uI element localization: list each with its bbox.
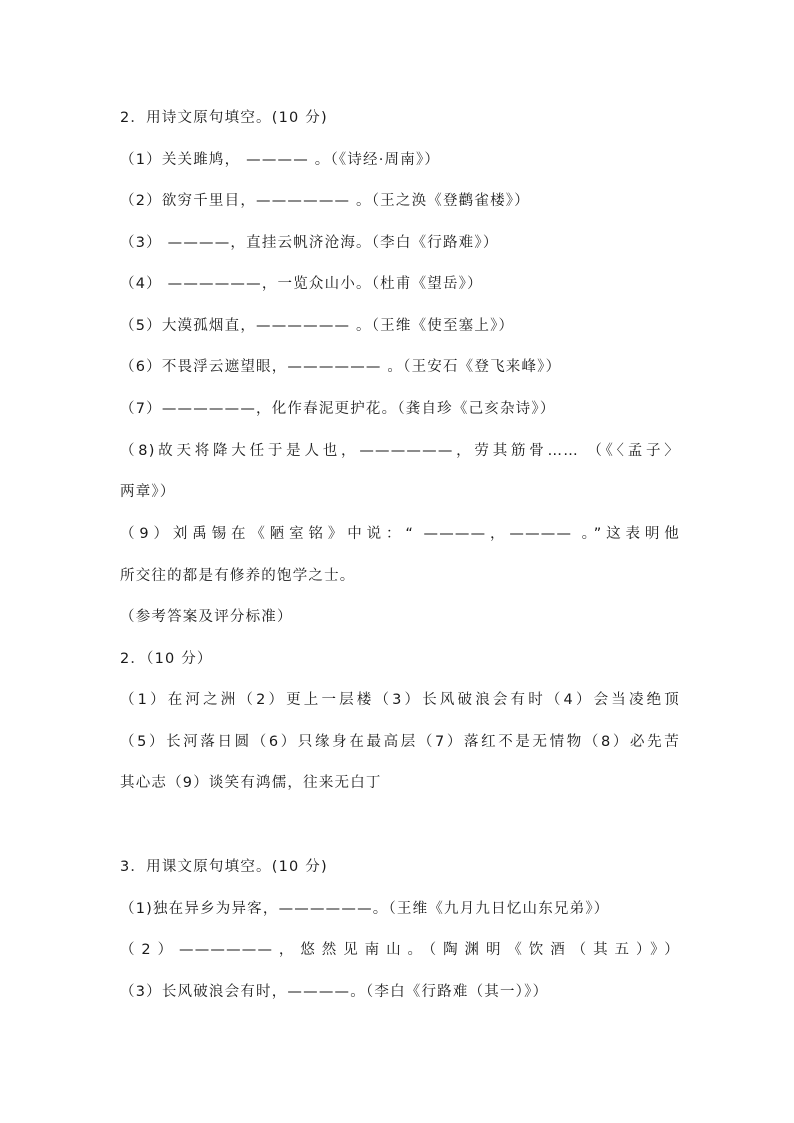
- section2-heading: 2．用诗文原句填空。(10 分): [120, 110, 328, 126]
- section3-item-1: （1)独在异乡为异客，——————。（王维《九月九日忆山东兄弟》）: [120, 901, 610, 917]
- section2-item-9-line2: 所交往的都是有修养的饱学之士。: [120, 568, 356, 584]
- section2-item-3: （3） ————，直挂云帆济沧海。（李白《行路难》）: [120, 235, 499, 251]
- section2-item-8-line2: 两章》）: [120, 484, 176, 500]
- section2-item-6: （6）不畏浮云遮望眼，—————— 。（王安石《登飞来峰》）: [120, 359, 562, 375]
- section2-item-1: （1）关关雎鸠， ———— 。（《诗经·周南》）: [120, 152, 441, 168]
- section2-item-8-line1: （8)故天将降大任于是人也，——————，劳其筋骨…… （《〈孟子〉: [120, 443, 680, 459]
- section3-item-3: （3）长风破浪会有时，————。（李白《行路难（其一）》）: [120, 984, 549, 1000]
- answers-heading: 2．（10 分）: [120, 651, 213, 667]
- section2-item-7: （7）——————，化作春泥更护花。（龚自珍《己亥杂诗》）: [120, 401, 556, 417]
- answers-line-2: （5）长河落日圆（6）只缘身在最高层（7）落红不是无情物（8）必先苦: [120, 734, 680, 750]
- section2-item-5: （5）大漠孤烟直，—————— 。（王维《使至塞上》）: [120, 318, 515, 334]
- section2-item-9-line1: （9）刘禹锡在《陋室铭》中说：“ ————，———— 。”这表明他: [120, 526, 680, 542]
- section2-item-2: （2）欲穷千里目，—————— 。（王之涣《登鹳雀楼》）: [120, 193, 530, 209]
- answers-title: （参考答案及评分标准）: [120, 609, 293, 625]
- section2-item-4: （4） ——————，一览众山小。（杜甫《望岳》）: [120, 276, 483, 292]
- section3-item-2: （2）——————，悠然见南山。（陶渊明《饮酒（其五）》）: [120, 942, 680, 958]
- answers-line-1: （1）在河之洲（2）更上一层楼（3）长风破浪会有时（4）会当凌绝顶: [120, 692, 680, 708]
- answers-line-3: 其心志（9）谈笑有鸿儒，往来无白丁: [120, 775, 382, 791]
- section3-heading: 3．用课文原句填空。(10 分): [120, 859, 328, 875]
